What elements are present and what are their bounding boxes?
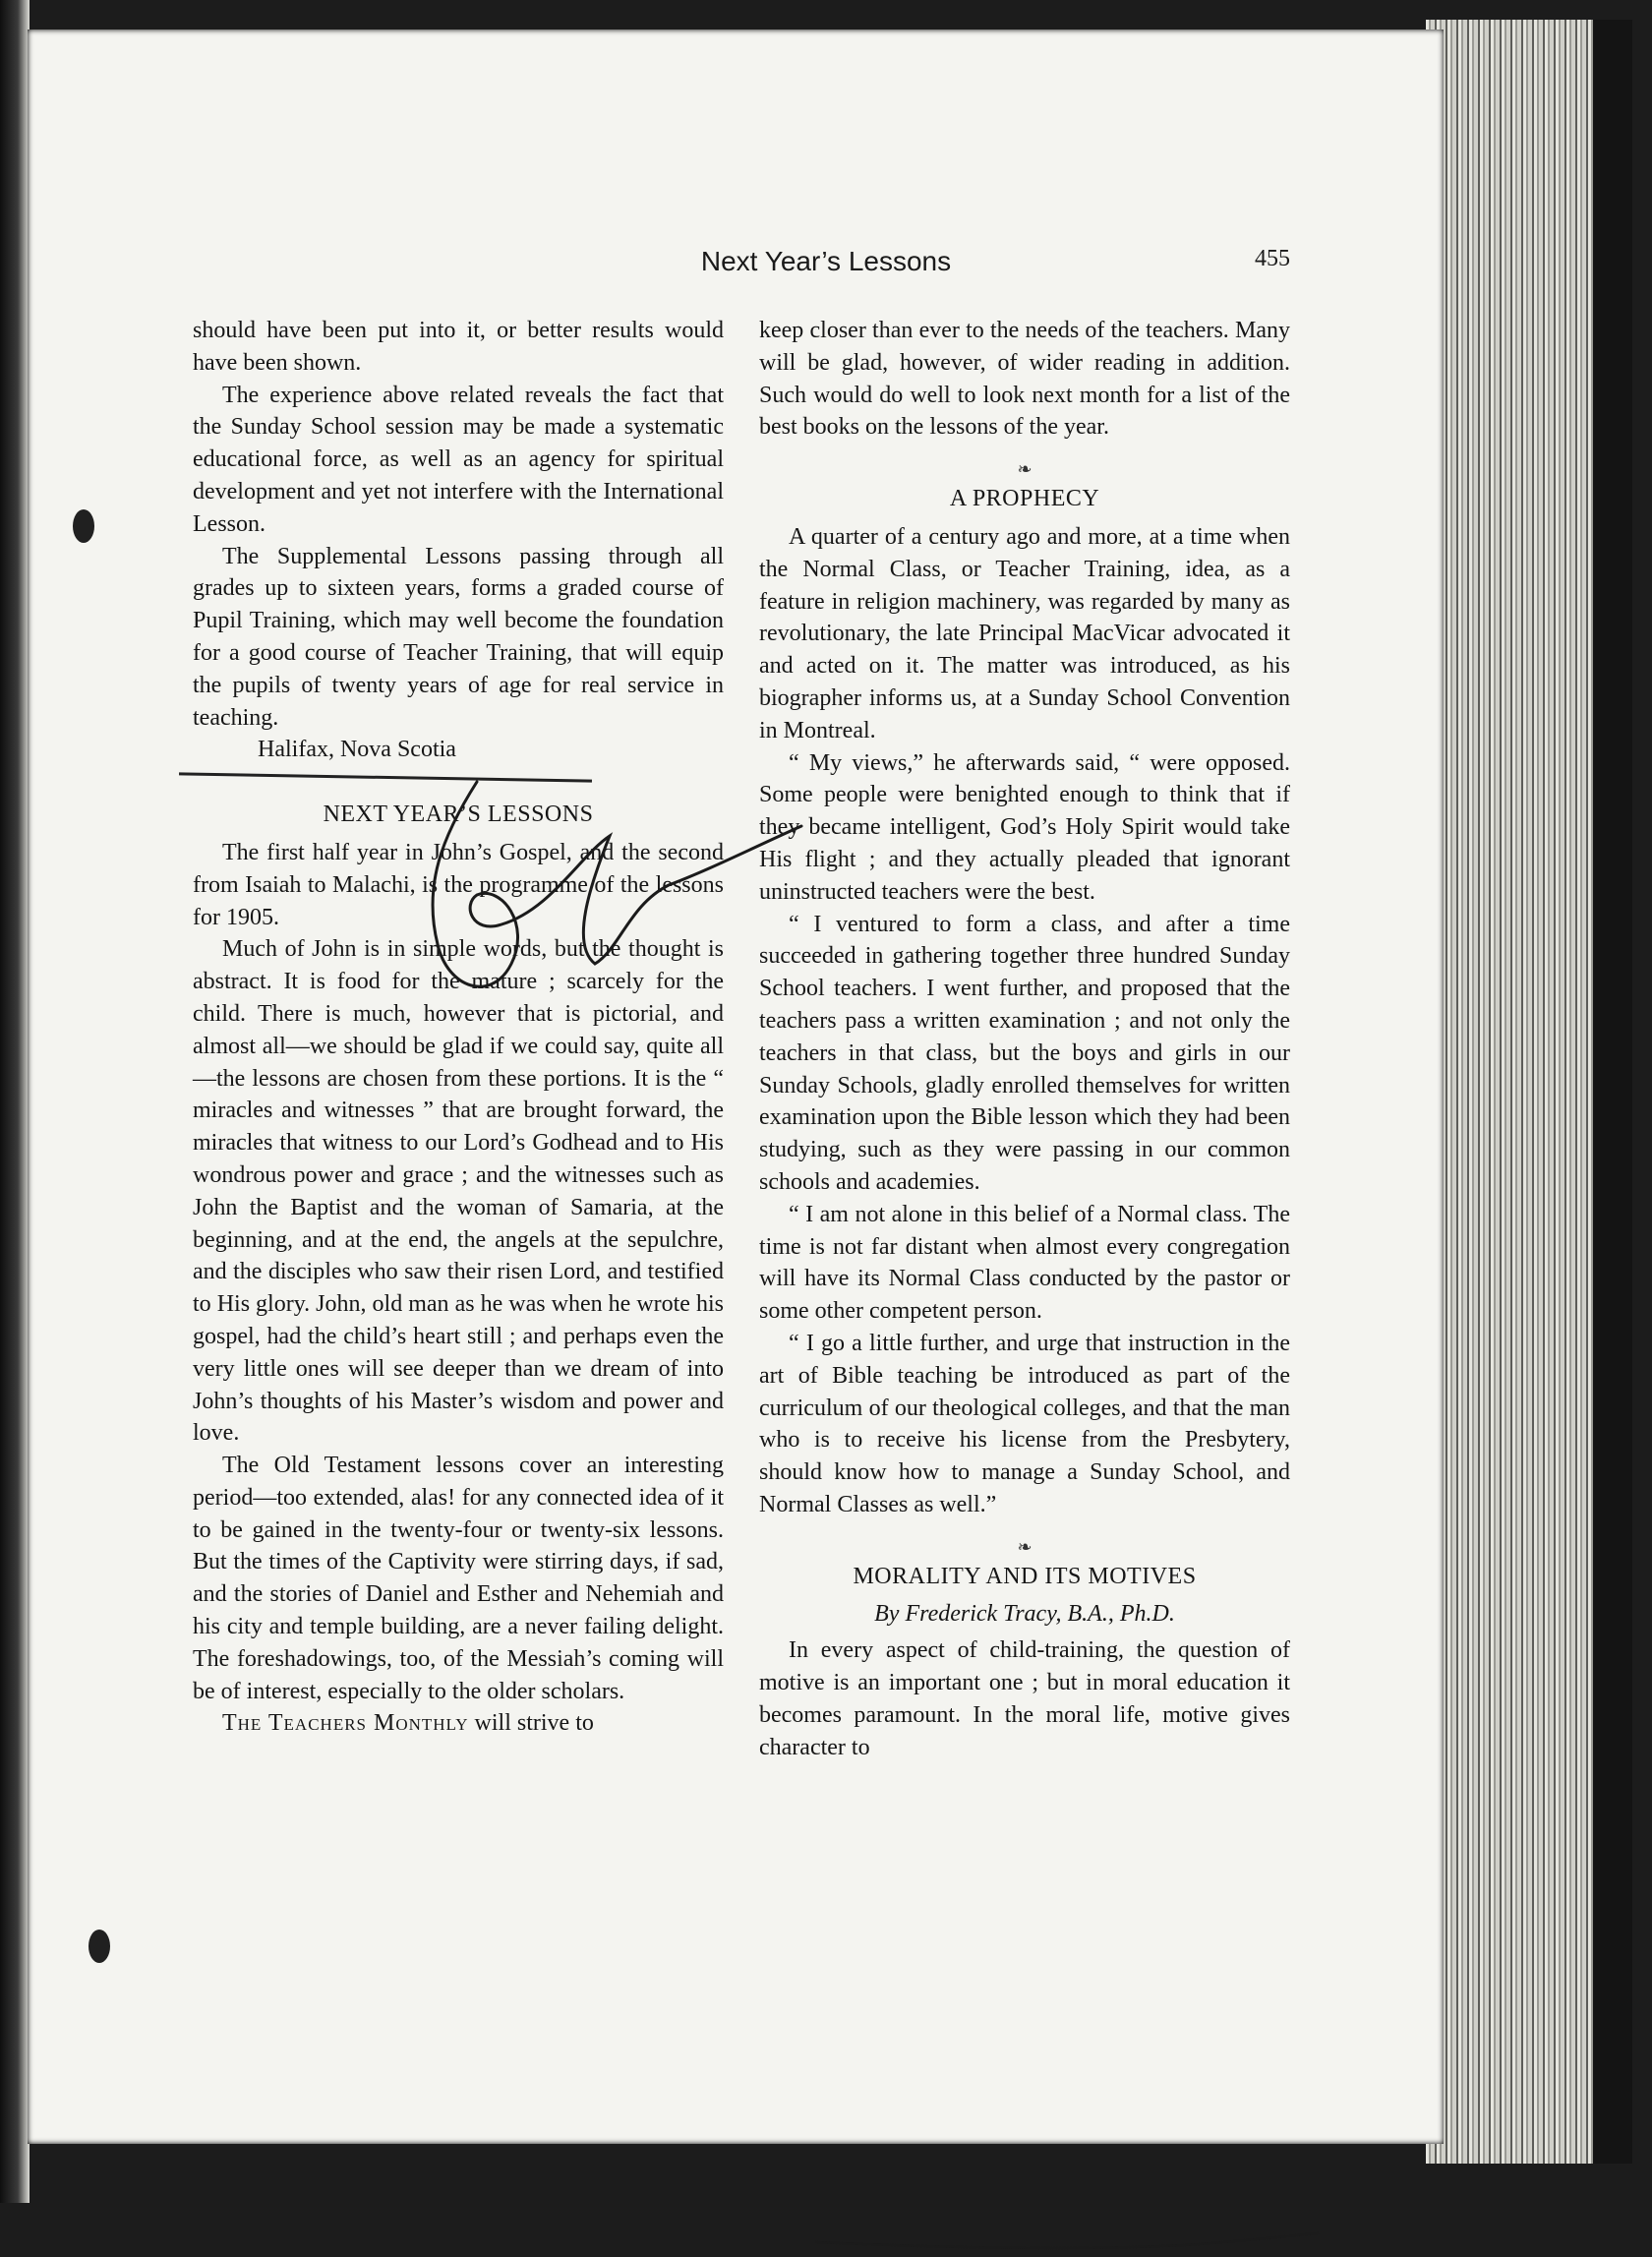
right-column <box>759 315 1290 1763</box>
paragraph: “ I am not alone in this belief of a Normal class. The time is not far distant when almost every congregation will have its Normal Class conducted by the pastor or some other competent person. <box>759 1201 1290 1325</box>
section-ornament: ❧ <box>1017 1536 1032 1557</box>
paragraph: should have been put into it, or better results would have been shown. <box>193 318 724 376</box>
paragraph: Much of John is in simple words, but the thought is abstract. It is food for the mature ; scarcely for the child. There is much, however that is pictorial, and almost all—we should be glad if we could say, quite all—the lessons are chosen from these portions. It is the “ miracles and witnesses ” that are brought forward, the miracles that witness to our Lord’s Godhead and to His wondrous power and grace ; and the witnesses such as John the Baptist and the woman of Samaria, at the beginning, and at the end, the angels at the sepulchre, and the disciples who saw their risen Lord, and testified to His glory. John, old man as he was when he wrote his gospel, had the child’s heart still ; and perhaps even the very little ones will see deeper than we dream of into John’s thoughts of his Master’s wisdom and power and love. <box>193 936 724 1447</box>
paragraph: keep closer than ever to the needs of the teachers. Many will be glad, however, of wider reading in addition. Such would do well to look next month for a list of the best books on the lessons of the year. <box>759 318 1290 441</box>
page-number: 455 <box>1255 246 1290 271</box>
paragraph: A quarter of a century ago and more, at a time when the Normal Class, or Teacher Training, idea, as a feature in religion machinery, was regarded by many as revolutionary, the late Principal MacVicar advocated it and acted on it. The matter was introduced, as his biographer informs us, at a Sunday School Convention in Montreal. <box>759 523 1290 743</box>
running-head: Next Year’s Lessons <box>700 246 952 276</box>
publication-name: The Teachers Monthly <box>222 1710 469 1737</box>
article-byline: By Frederick Tracy, B.A., Ph.D. <box>874 1601 1175 1628</box>
paragraph: The experience above related reveals the fact that the Sunday School session may be made a systematic educational force, as well as an agency for spiritual development and yet not interfere with the International Lesson. <box>193 382 724 537</box>
paragraph: “ I ventured to form a class, and after a time succeeded in gathering together three hundred Sunday School teachers. I went further, and proposed that the teachers pass a written examination ; and not only the teachers in that class, but the boys and girls in our Sunday Schools, gladly enrolled themselves for written examination upon the Bible lesson which they had been studying, such as they were passing in our common schools and academies. <box>759 911 1290 1195</box>
paragraph-continuation: will strive to <box>468 1710 594 1737</box>
section-heading: NEXT YEAR’S LESSONS <box>323 802 594 828</box>
page-stack-edges <box>1426 20 1593 2164</box>
paragraph: “ I go a little further, and urge that instruction in the art of Bible teaching be introduced as part of the curriculum of our theological colleges, and that the man who is to receive his license from the Presbytery, should know how to manage a Sunday School, and Normal Classes as well.” <box>759 1330 1290 1517</box>
punch-hole-top <box>73 509 94 543</box>
section-ornament: ❧ <box>1017 459 1032 480</box>
paragraph <box>193 1707 724 1740</box>
paragraph: The Old Testament lessons cover an interesting period—too extended, alas! for any connected idea of it to be gained in the twenty-four or twenty-six lessons. But the times of the Captivity were stirring days, if sad, and the stories of Daniel and Esther and Nehemiah and his city and temple building, are a never failing delight. The foreshadowings, too, of the Messiah’s coming will be of interest, especially to the older scholars. <box>193 1453 724 1704</box>
place-line: Halifax, Nova Scotia <box>258 737 456 763</box>
paragraph: “ My views,” he afterwards said, “ were opposed. Some people were benighted enough to think that if they became intelligent, God’s Holy Spirit would take His flight ; and they actually pleaded that ignorant uninstructed teachers were the best. <box>759 749 1290 905</box>
paragraph: The first half year in John’s Gospel, and the second from Isaiah to Malachi, is the programme of the lessons for 1905. <box>193 839 724 930</box>
paragraph: The Supplemental Lessons passing through all grades up to sixteen years, forms a graded course of Pupil Training, which may well become the foundation for a good course of Teacher Training, that will equip the pupils of twenty years of age for real service in teaching. <box>193 543 724 731</box>
handwritten-underline <box>811 2218 1323 2257</box>
handwritten-annotation <box>384 777 806 1033</box>
punch-hole-bottom <box>88 1930 110 1963</box>
section-heading: A PROPHECY <box>949 486 1100 512</box>
section-heading: MORALITY AND ITS MOTIVES <box>853 1563 1197 1589</box>
paragraph: In every aspect of child-training, the question of motive is an important one ; but in moral education it becomes paramount. In the moral life, motive gives character to <box>759 1637 1290 1760</box>
book-spine-shadow <box>0 0 30 2203</box>
